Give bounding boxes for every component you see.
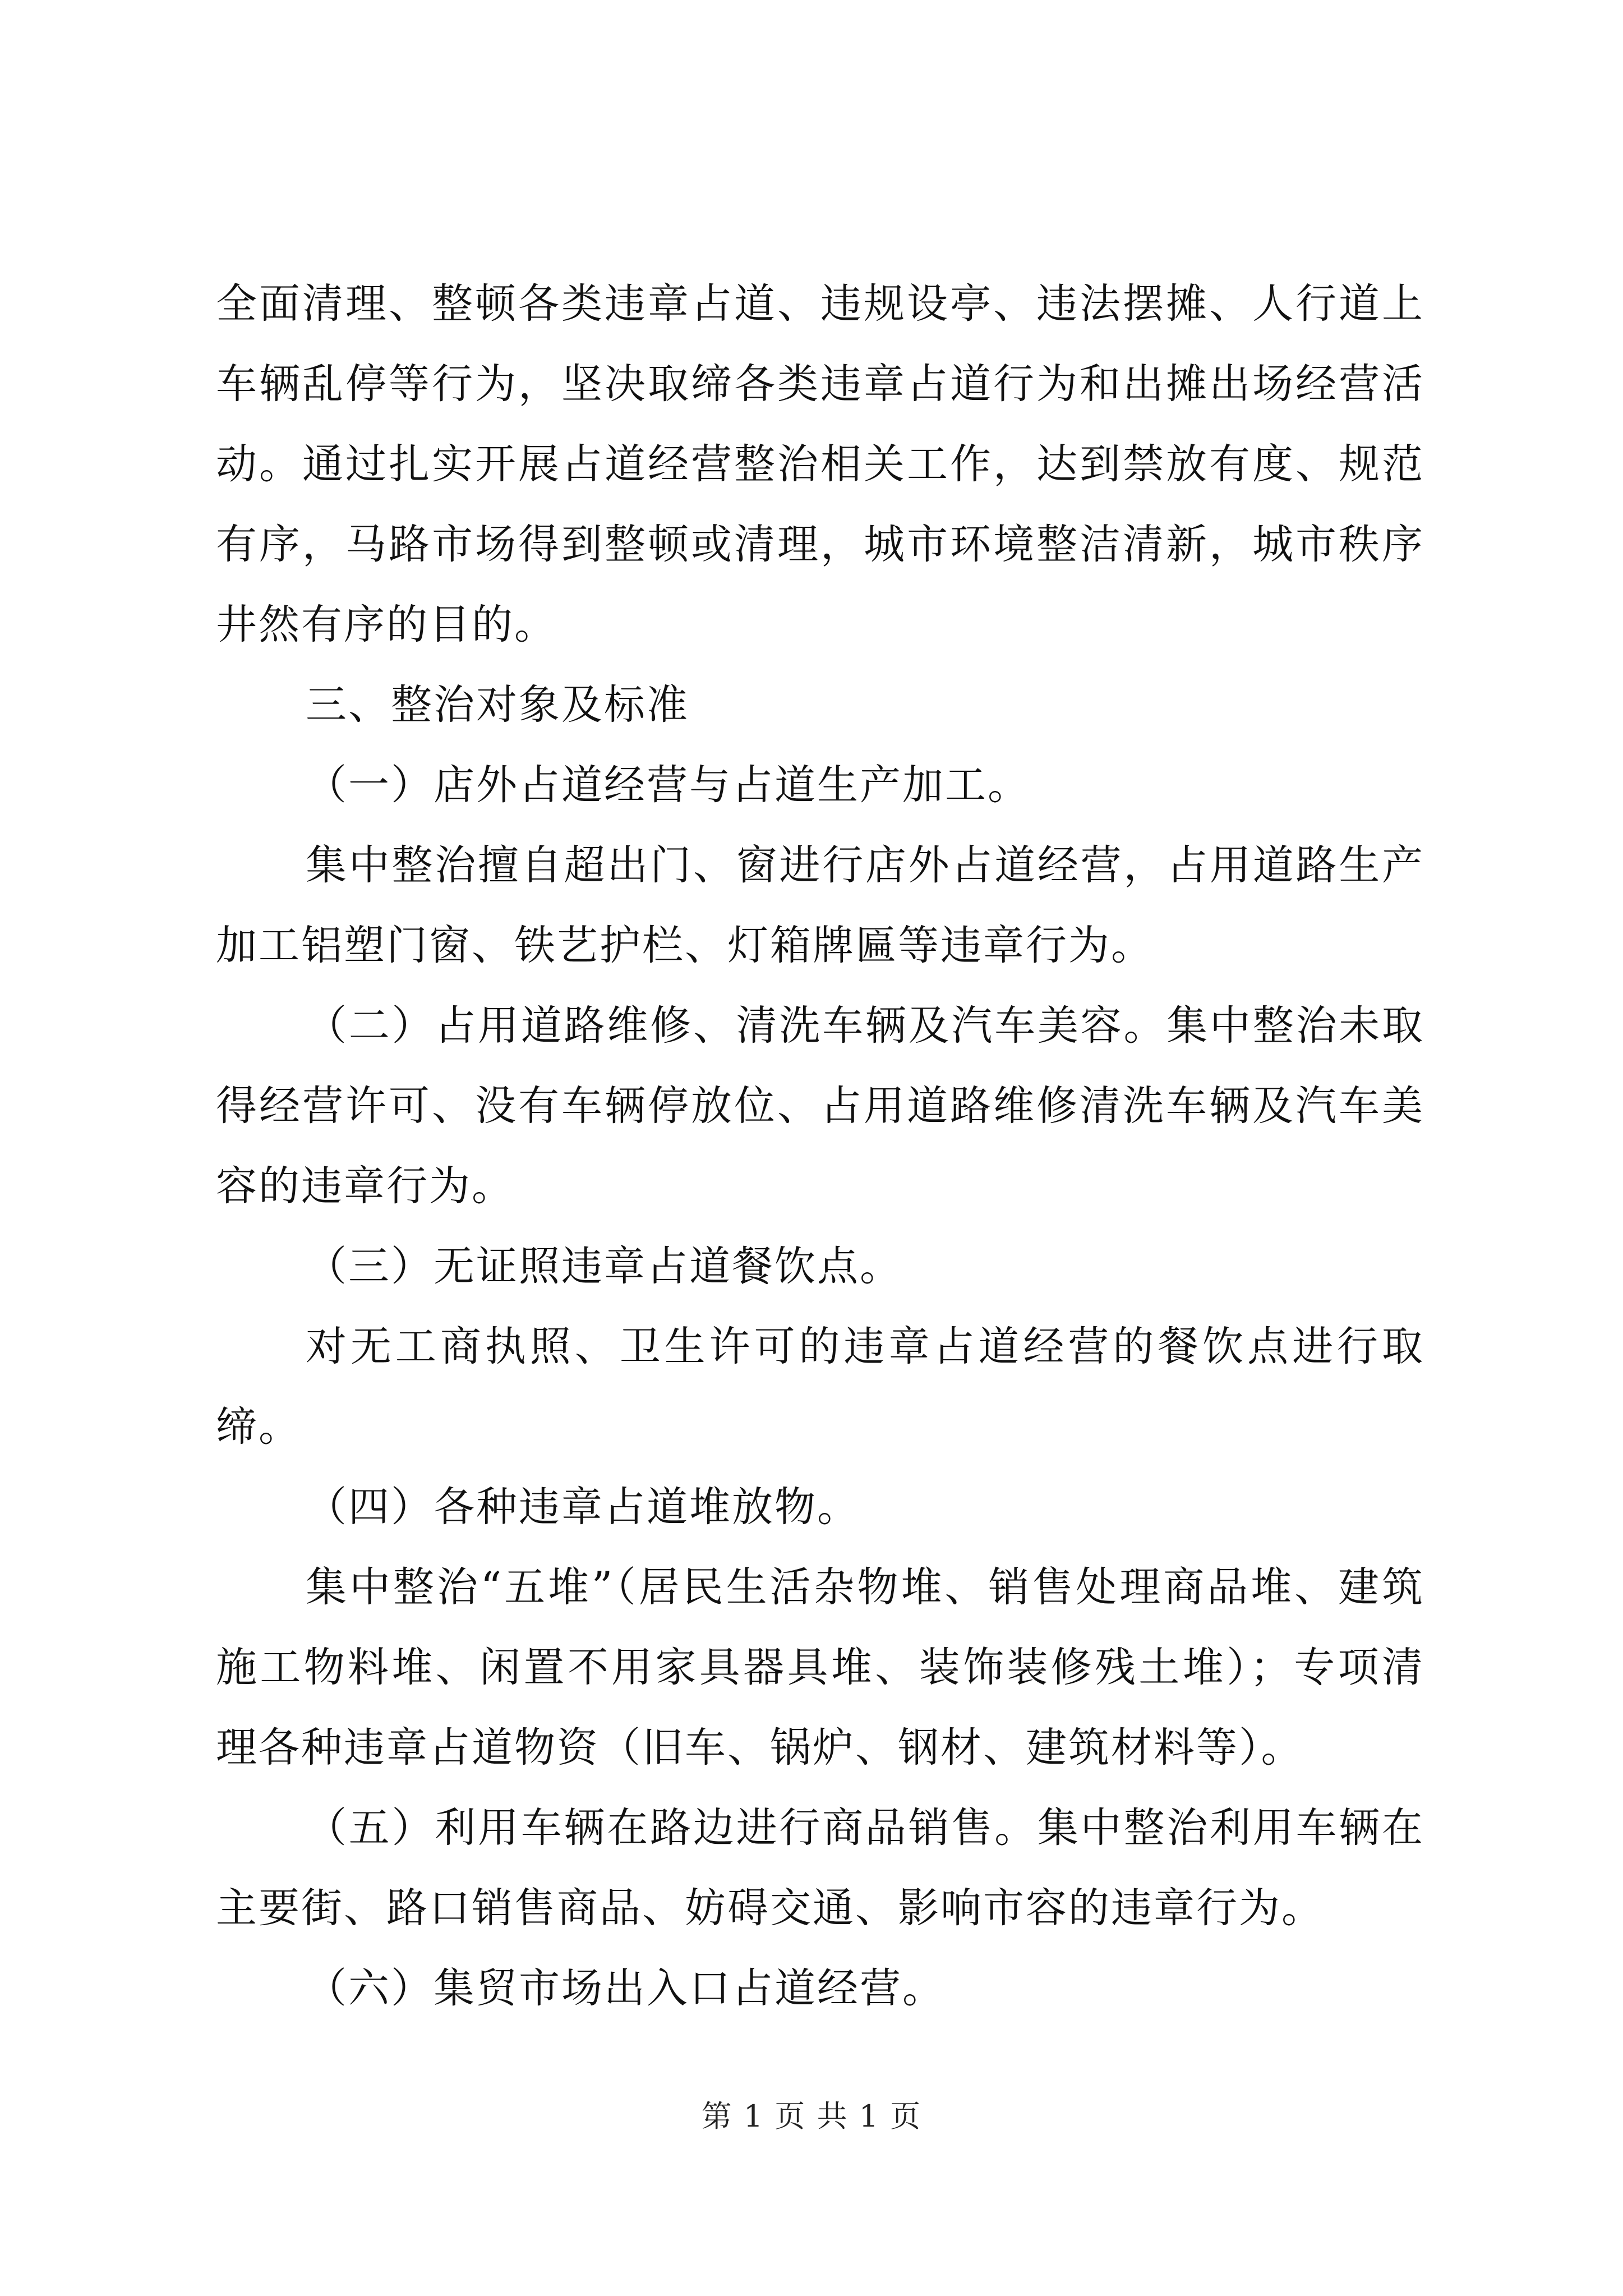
section-heading-3: 三、整治对象及标准 — [306, 681, 689, 729]
paragraph-subheading-4-body: 集中整治“五堆”（居民生活杂物堆、销售处理商品堆、建筑施工物料堆、闲置不用家具器具堆、装饰装修残土堆）；专项清理各种违章占道物资（旧车、锅炉、钢材、建筑材料等）。 — [216, 1563, 1424, 1772]
subheading-2-paragraph: （二）占用道路维修、清洗车辆及汽车美容。集中整治未取得经营许可、没有车辆停放位、占用道路维修清洗车辆及汽车美容的违章行为。 — [216, 1002, 1424, 1210]
paragraph-subheading-1-body: 集中整治擅自超出门、窗进行店外占道经营，占用道路生产加工铝塑门窗、铁艺护栏、灯箱牌匾等违章行为。 — [216, 841, 1424, 969]
document-body — [216, 264, 1424, 2028]
page-number-footer: 第 1 页 共 1 页 — [701, 2099, 922, 2134]
paragraph-1: 全面清理、整顿各类违章占道、违规设亭、违法摆摊、人行道上车辆乱停等行为，坚决取缔各类违章占道行为和出摊出场经营活动。通过扎实开展占道经营整治相关工作，达到禁放有度、规范有序，马路市场得到整顿或清理，城市环境整洁清新，城市秩序井然有序的目的。 — [216, 280, 1424, 648]
subheading-5-paragraph: （五）利用车辆在路边进行商品销售。集中整治利用车辆在主要街、路口销售商品、妨碍交通、影响市容的违章行为。 — [216, 1804, 1424, 1932]
subheading-1: （一）店外占道经营与占道生产加工。 — [306, 761, 1030, 809]
subheading-3: （三）无证照违章占道餐饮点。 — [306, 1243, 902, 1290]
subheading-4: （四）各种违章占道堆放物。 — [306, 1483, 860, 1531]
paragraph-subheading-3-body: 对无工商执照、卫生许可的违章占道经营的餐饮点进行取缔。 — [216, 1323, 1424, 1451]
subheading-6: （六）集贸市场出入口占道经营。 — [306, 1964, 945, 2012]
